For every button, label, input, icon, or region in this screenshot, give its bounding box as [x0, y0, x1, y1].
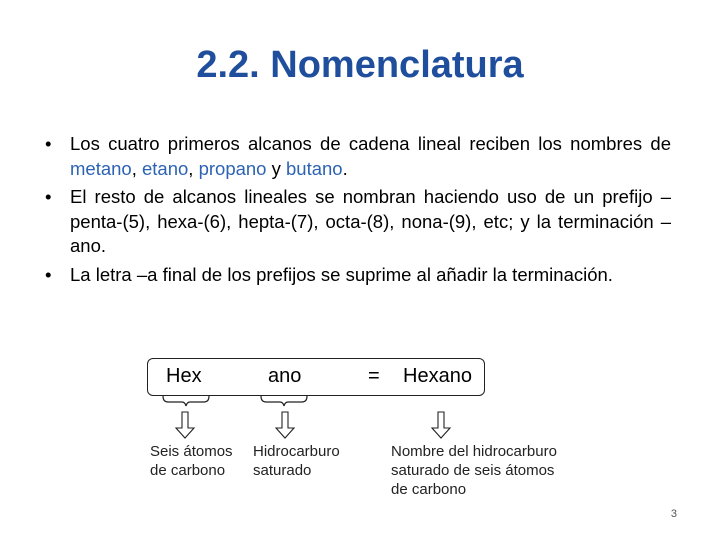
formula-result: Hexano [403, 365, 472, 387]
down-arrow-icon [275, 411, 295, 439]
formula-suffix: ano [268, 365, 302, 387]
formula-box [147, 358, 485, 396]
highlighted-term: propano [198, 157, 267, 179]
bullet-dot: • [45, 133, 52, 154]
bullet-text [70, 133, 671, 179]
bullet-text-segment: . [342, 157, 348, 179]
prefix-label [150, 442, 233, 480]
bullet-list [45, 132, 671, 291]
highlighted-term: metano [70, 157, 132, 179]
suffix-label-line: saturado [253, 462, 312, 479]
result-label [391, 442, 557, 499]
prefix-brace-icon [162, 394, 210, 408]
prefix-label-line: Seis átomos [150, 443, 233, 460]
highlighted-term: butano [286, 157, 343, 179]
prefix-label-line: de carbono [150, 462, 226, 479]
bullet-text-segment: El resto de alcanos lineales se nombran haciendo uso de un prefijo –penta-(5), hexa-(6), hepta-(7), octa-(8), nona-(9), etc; y la terminación –ano. [70, 186, 671, 256]
down-arrow-icon [175, 411, 195, 439]
down-arrow-icon [431, 411, 451, 439]
bullet-dot: • [45, 186, 52, 207]
suffix-label-line: Hidrocarburo [253, 443, 340, 460]
page-number: 3 [670, 508, 677, 520]
bullet-text-segment: La letra –a final de los prefijos se suprime al añadir la terminación. [70, 263, 613, 285]
bullet-text-segment: , [131, 157, 142, 179]
suffix-label [253, 442, 340, 480]
suffix-brace-icon [260, 394, 308, 408]
bullet-text [70, 264, 613, 285]
bullet-text [70, 186, 671, 256]
bullet-text-segment: y [266, 157, 287, 179]
bullet-text-segment: , [188, 157, 199, 179]
bullet-dot: • [45, 263, 52, 285]
bullet-item [45, 132, 671, 181]
formula-prefix: Hex [166, 365, 202, 387]
highlighted-term: etano [142, 157, 189, 179]
bullet-text-segment: Los cuatro primeros alcanos de cadena lineal reciben los nombres de [70, 133, 671, 154]
formula-equals: = [368, 365, 380, 387]
slide-title: 2.2. Nomenclatura [196, 44, 524, 86]
result-label-line: saturado de seis átomos [391, 462, 555, 479]
result-label-line: de carbono [391, 481, 467, 498]
result-label-line: Nombre del hidrocarburo [391, 443, 557, 460]
bullet-item [45, 263, 671, 288]
bullet-item [45, 185, 671, 259]
